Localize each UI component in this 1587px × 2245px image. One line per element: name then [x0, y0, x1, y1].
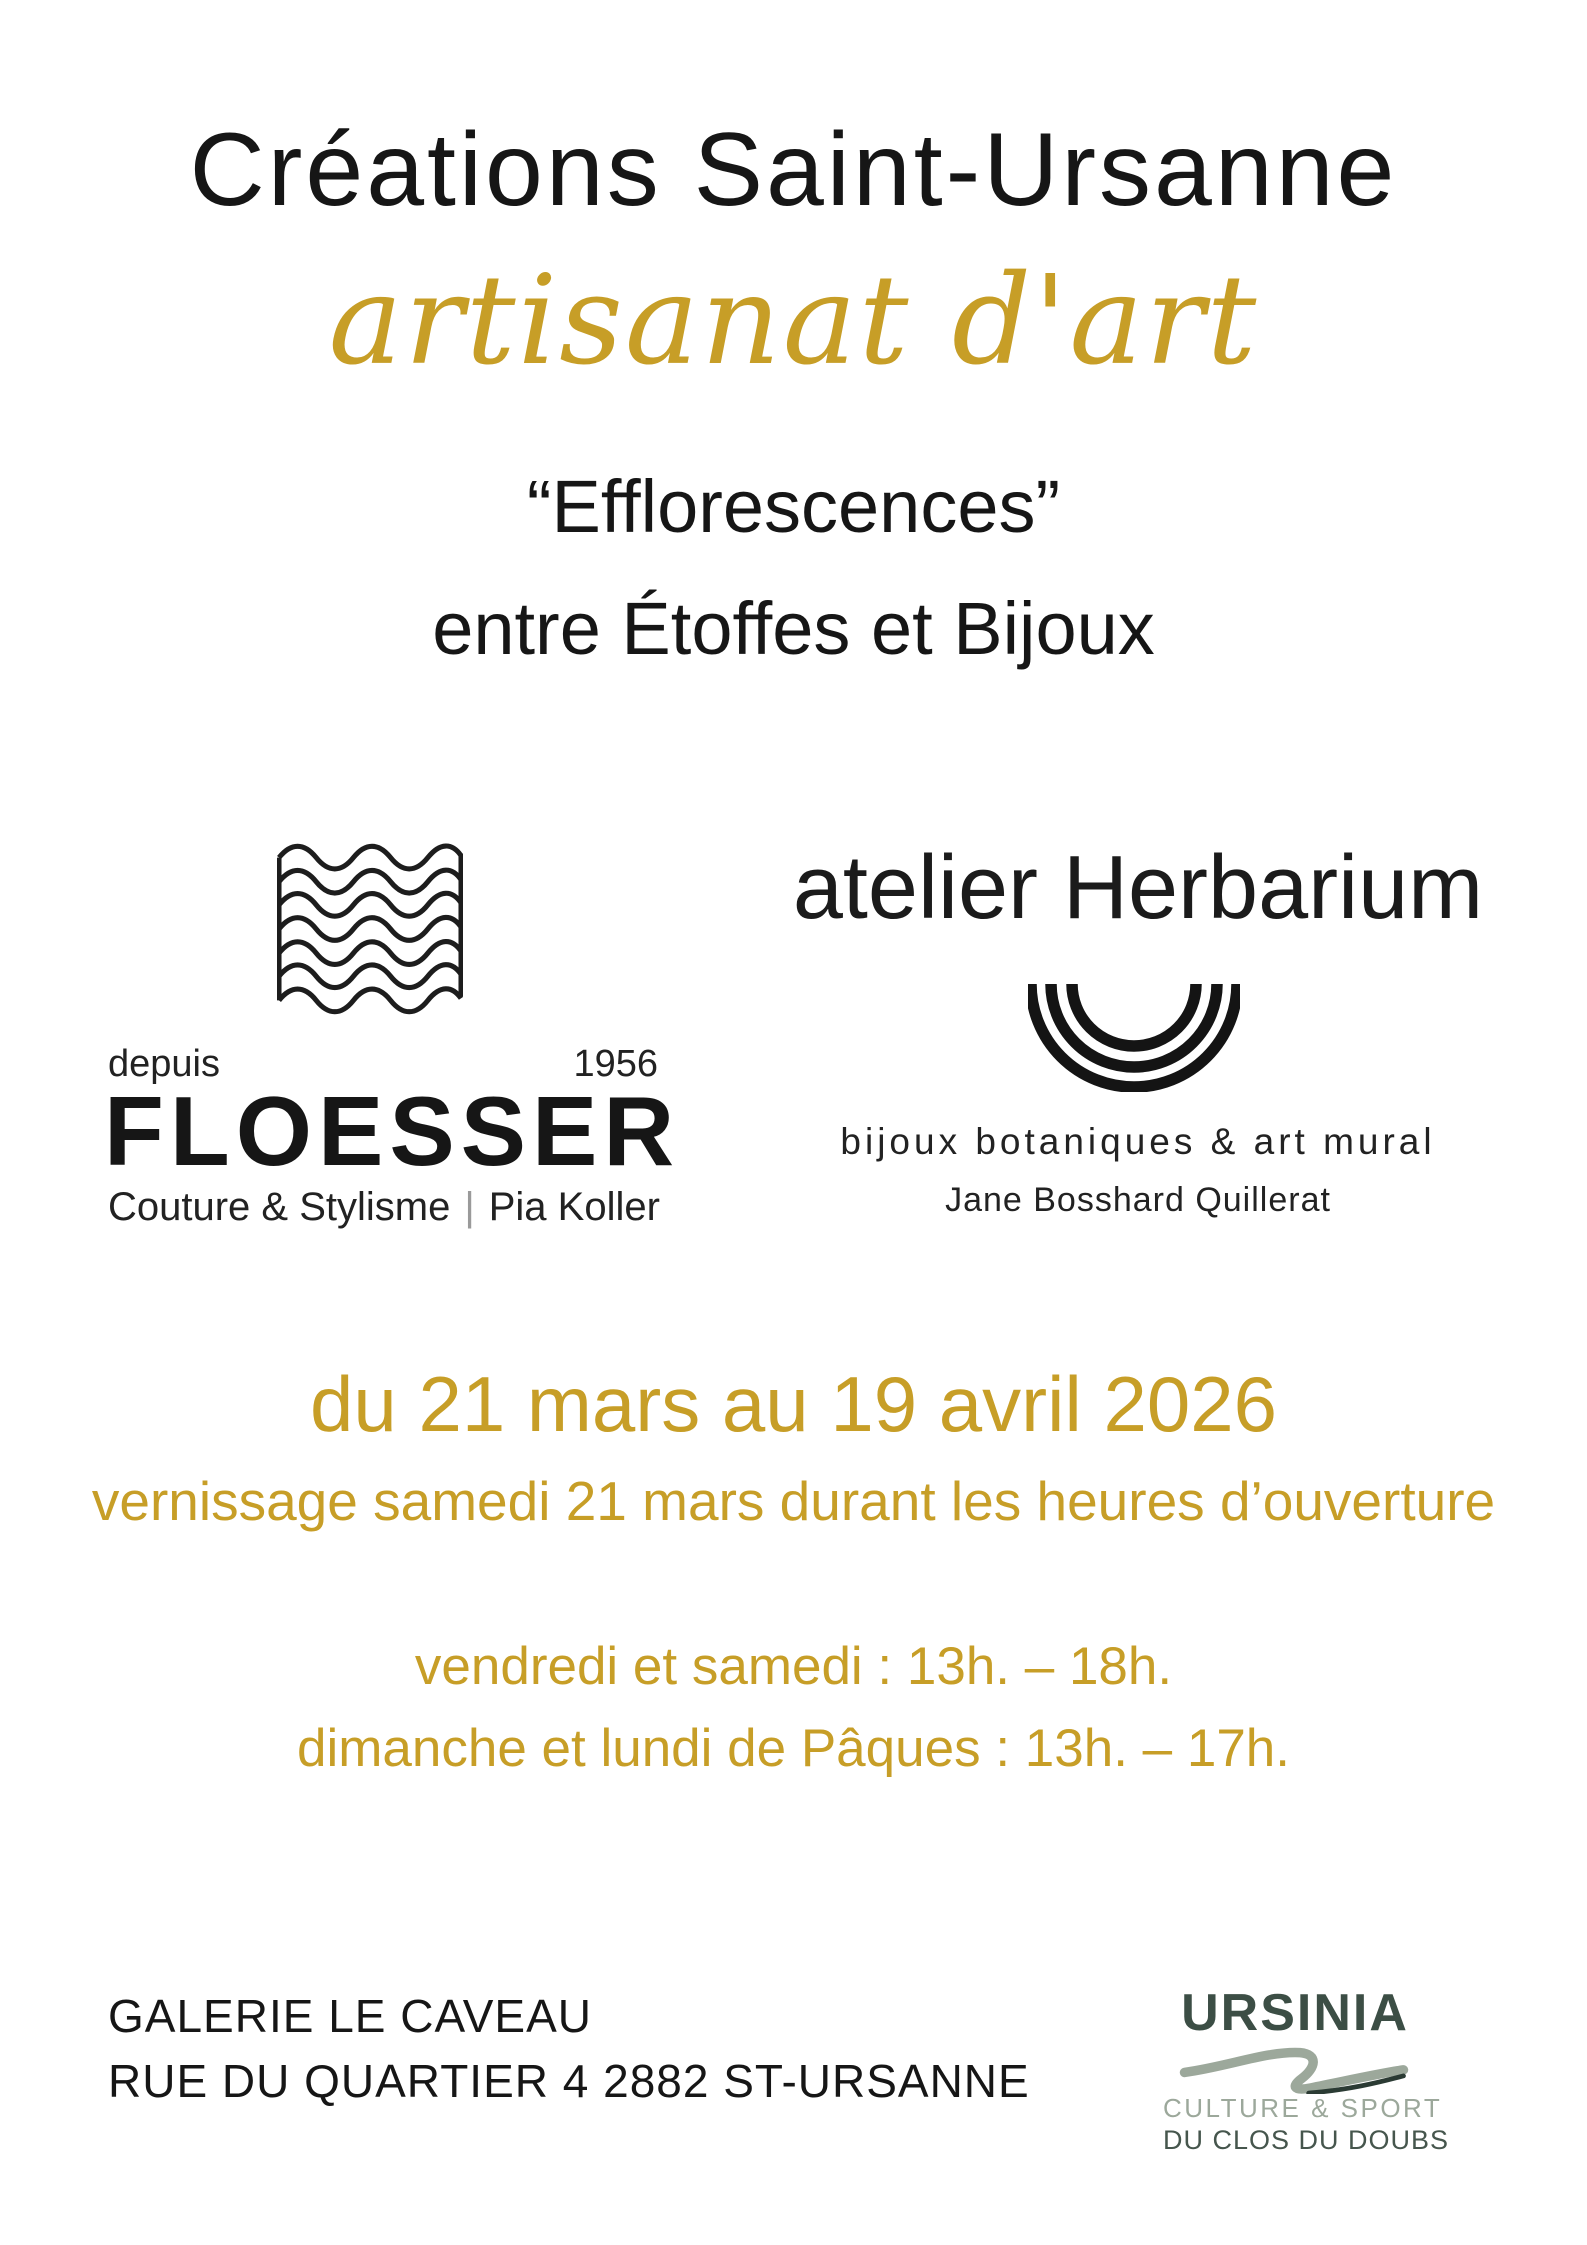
ursinia-logo: [1163, 1984, 1450, 2158]
poster-title: Créations Saint-Ursanne: [189, 112, 1398, 228]
exhibition-subtitle: entre Étoffes et Bijoux: [432, 587, 1155, 670]
herbarium-arcs-logo-icon: [1028, 982, 1240, 1092]
floesser-year: 1956: [573, 1043, 658, 1085]
ursinia-culture-sport: CULTURE & SPORT: [1163, 2093, 1443, 2124]
floesser-tagline-separator: |: [464, 1185, 475, 1229]
vernissage-info: vernissage samedi 21 mars durant les heures d’ouverture: [91, 1470, 1496, 1532]
venue-address: RUE DU QUARTIER 4 2882 ST-URSANNE: [108, 2055, 1030, 2107]
script-subtitle: artisanat d'art: [328, 249, 1259, 393]
ursinia-clos-du-doubs: DU CLOS DU DOUBS: [1163, 2125, 1450, 2156]
ursinia-name: URSINIA: [1181, 1984, 1409, 2042]
exhibition-title: “Efflorescences”: [526, 465, 1061, 548]
floesser-depuis: depuis: [108, 1043, 220, 1085]
herbarium-artist: Jane Bosshard Quillerat: [945, 1181, 1331, 1219]
floesser-tagline: [108, 1180, 708, 1234]
herbarium-name: atelier Herbarium: [792, 838, 1484, 938]
floesser-wave-logo-icon: [277, 843, 463, 1015]
floesser-name: FLOESSER: [104, 1076, 681, 1186]
opening-hours-line1: vendredi et samedi : 13h. – 18h.: [414, 1637, 1173, 1696]
herbarium-tagline: bijoux botaniques & art mural: [840, 1121, 1436, 1162]
venue-name: GALERIE LE CAVEAU: [108, 1990, 592, 2042]
exhibition-period: du 21 mars au 19 avril 2026: [310, 1360, 1277, 1448]
floesser-tagline-left: Couture & Stylisme: [108, 1185, 451, 1229]
ursinia-wave-icon: [1163, 2044, 1425, 2094]
floesser-tagline-right: Pia Koller: [488, 1185, 660, 1229]
opening-hours-line2: dimanche et lundi de Pâques : 13h. – 17h.: [297, 1719, 1290, 1778]
